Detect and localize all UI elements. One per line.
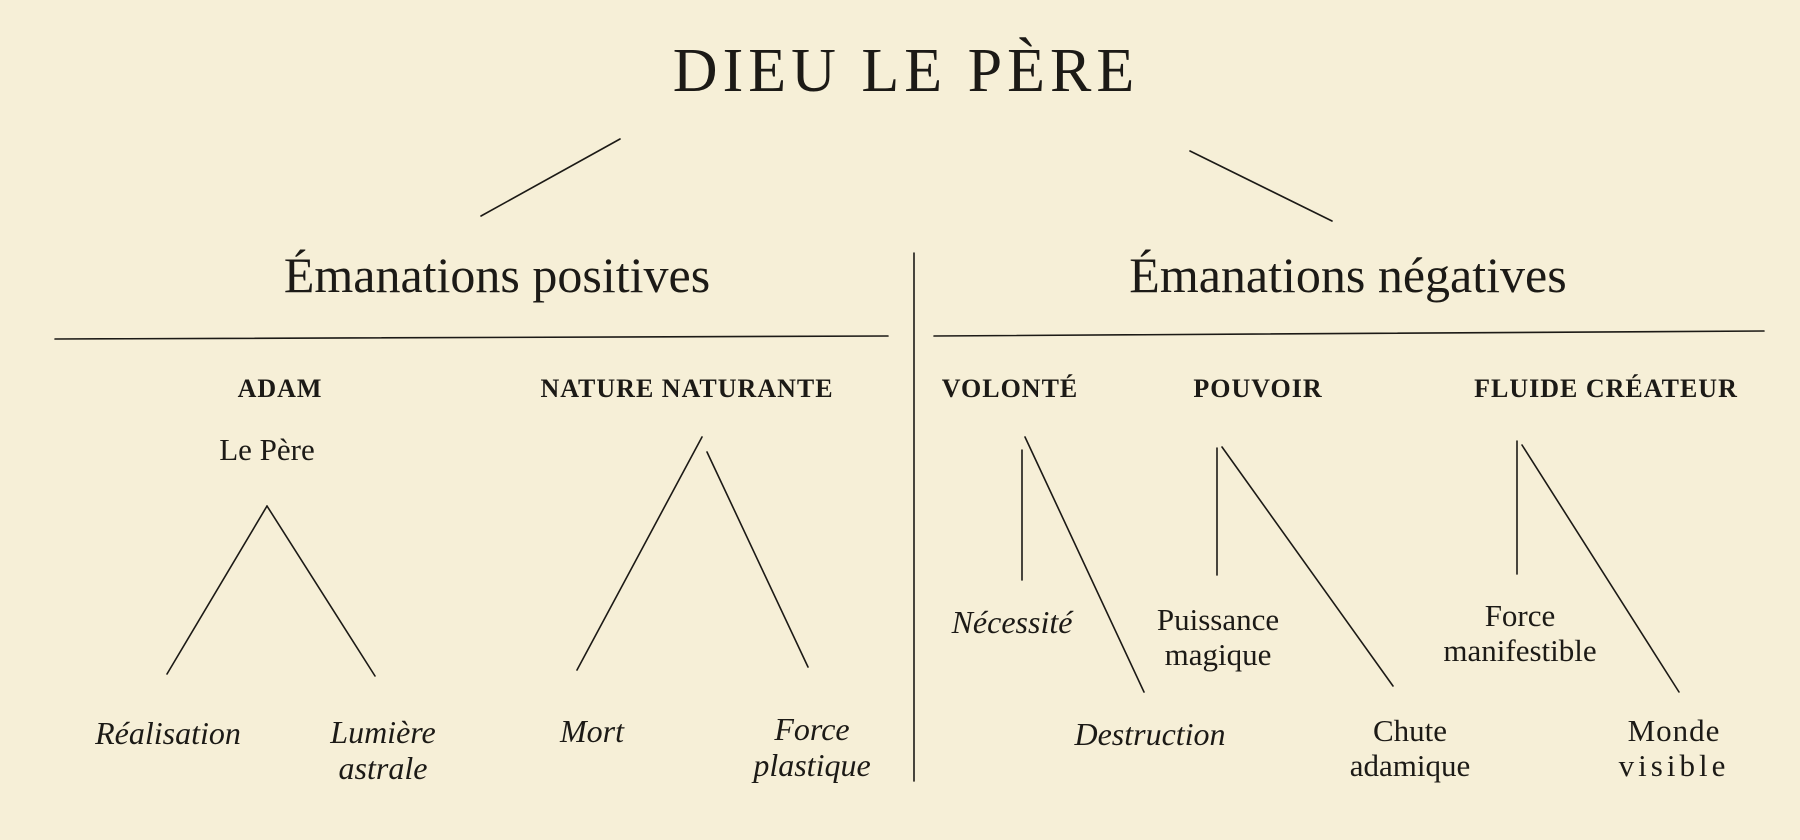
leaf-line: astrale xyxy=(338,749,428,786)
nature-branch-right xyxy=(707,452,808,667)
leaf-necessite: Nécessité xyxy=(951,604,1073,640)
leaf-puissance-magique xyxy=(1157,603,1279,672)
leaf-force-manifestible xyxy=(1443,599,1596,668)
heading-fluide-createur: FLUIDE CRÉATEUR xyxy=(1474,374,1738,403)
leaf-line: Lumière xyxy=(330,714,436,750)
leaf-chute-adamique xyxy=(1350,714,1471,783)
heading-adam: ADAM xyxy=(237,374,323,403)
heading-pouvoir: POUVOIR xyxy=(1193,374,1323,403)
page-title: DIEU LE PÈRE xyxy=(672,37,1140,105)
leaf-line: Puissance xyxy=(1156,602,1280,637)
leaf-line: visible xyxy=(1618,747,1730,783)
leaf-line: Chute xyxy=(1372,713,1448,748)
adam-subtitle: Le Père xyxy=(219,432,315,467)
section-negative: Émanations négatives xyxy=(1129,247,1567,303)
section-positive: Émanations positives xyxy=(283,247,711,303)
leaf-destruction: Destruction xyxy=(1074,716,1226,752)
leaf-force-plastique xyxy=(753,712,870,784)
adam-branch-right xyxy=(267,506,375,676)
leaf-line: Force xyxy=(774,711,850,747)
leaf-line: plastique xyxy=(753,746,871,783)
leaf-line: manifestible xyxy=(1443,632,1597,668)
rule-negative xyxy=(934,331,1764,336)
leaf-line: adamique xyxy=(1349,747,1471,783)
leaf-line: Force xyxy=(1484,598,1556,633)
leaf-monde-visible xyxy=(1619,714,1730,783)
leaf-mort: Mort xyxy=(560,713,624,749)
leaf-lumiere-astrale xyxy=(330,715,435,787)
heading-nature-naturante: NATURE NATURANTE xyxy=(540,374,834,403)
heading-volonte: VOLONTÉ xyxy=(941,374,1079,403)
rule-positive xyxy=(55,336,888,339)
nature-branch-left xyxy=(577,437,702,670)
title-to-positive-line xyxy=(481,139,620,216)
leaf-line: magique xyxy=(1164,636,1272,672)
title-to-negative-line xyxy=(1190,151,1332,221)
leaf-line: Monde xyxy=(1627,713,1721,748)
adam-branch-left xyxy=(167,506,267,674)
volonte-diagonal xyxy=(1025,437,1144,692)
leaf-realisation: Réalisation xyxy=(95,715,241,751)
